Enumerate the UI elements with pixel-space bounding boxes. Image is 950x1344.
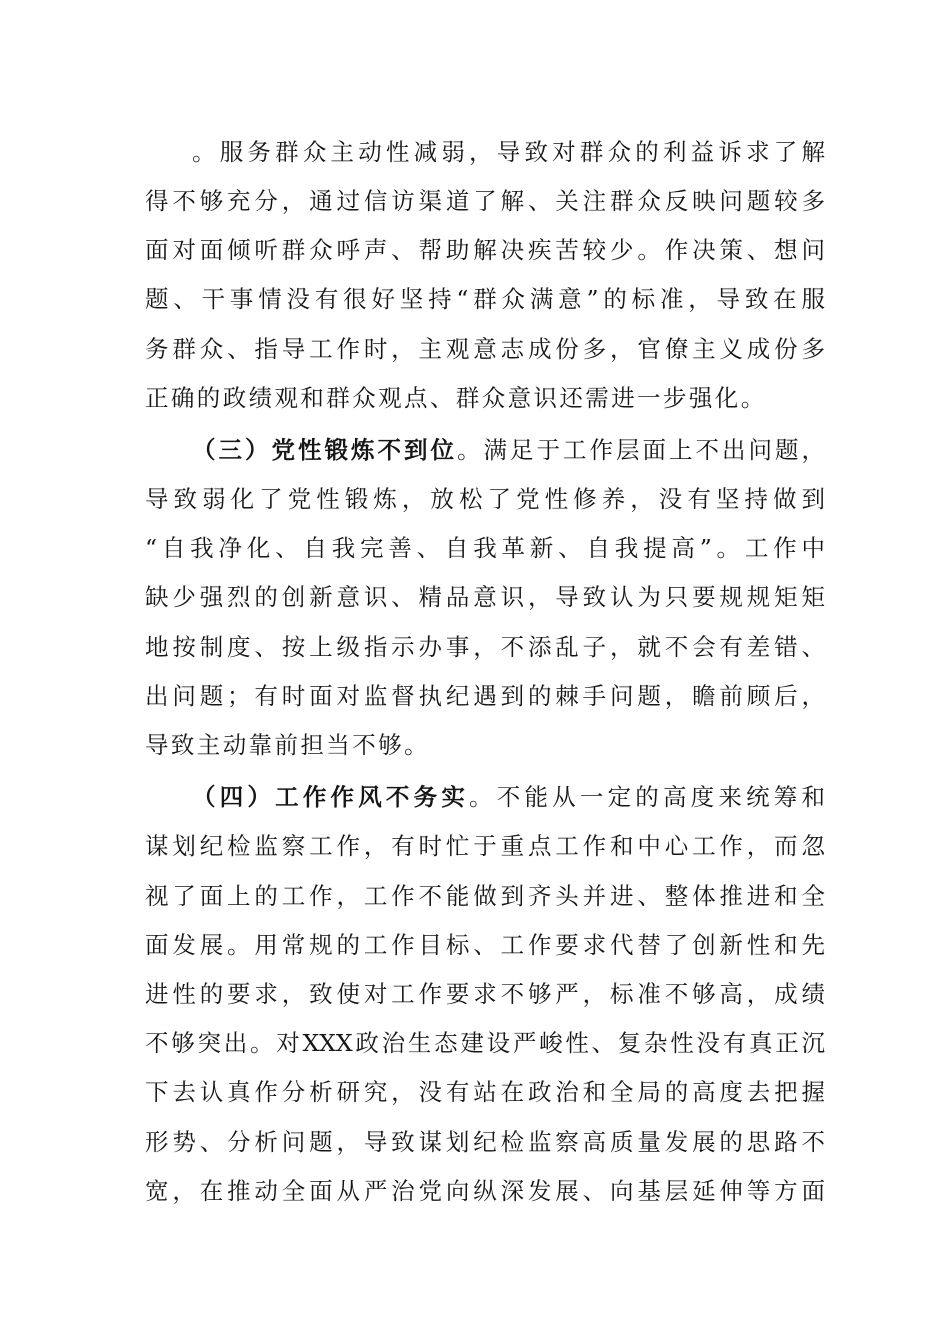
- paragraph-line: [145, 1068, 825, 1117]
- line-text: 形势、分析问题，导致谋划纪检监察高质量发展的思路不: [145, 1128, 825, 1156]
- line-text: 地按制度、按上级指示办事，不添乱子，就不会有差错、: [145, 633, 825, 661]
- line-text: 出问题；有时面对监督执纪遇到的棘手问题，瞻前顾后，: [145, 682, 825, 710]
- paragraph-line: [145, 275, 825, 324]
- paragraph-line: [145, 226, 825, 275]
- line-text: 面发展。用常规的工作目标、工作要求代替了创新性和先: [145, 931, 825, 959]
- line-text: 导致主动靠前担当不够。: [145, 731, 430, 759]
- line-text: “自我净化、自我完善、自我革新、自我提高”。工作中: [145, 534, 825, 562]
- section-heading-line: [192, 773, 825, 822]
- line-text: 得不够充分，通过信访渠道了解、关注群众反映问题较多: [145, 187, 825, 215]
- paragraph-line: [145, 1118, 825, 1167]
- line-text: 缺少强烈的创新意识、精品意识，导致认为只要规规矩矩: [145, 583, 825, 611]
- line-text: 宽，在推动全面从严治党向纵深发展、向基层延伸等方面: [145, 1177, 825, 1205]
- line-text: 务群众、指导工作时，主观意志成份多，官僚主义成份多: [145, 335, 825, 363]
- paragraph-line: [145, 970, 825, 1019]
- paragraph-line: [145, 721, 825, 770]
- line-text: 。服务群众主动性减弱，导致对群众的利益诉求了解: [192, 138, 825, 166]
- paragraph-line: [145, 475, 825, 524]
- paragraph-line: [145, 325, 825, 374]
- section-heading-line: [192, 426, 825, 475]
- paragraph-line: [145, 872, 825, 921]
- line-text: 不够突出。对XXX政治生态建设严峻性、复杂性没有真正沉: [145, 1029, 825, 1057]
- paragraph-line: [145, 1167, 825, 1216]
- paragraph-line: [145, 822, 825, 871]
- paragraph-line: [145, 672, 825, 721]
- paragraph-line: [145, 623, 825, 672]
- paragraph-line: [145, 1019, 825, 1068]
- paragraph-line: [145, 177, 825, 226]
- line-text: 导致弱化了党性锻炼，放松了党性修养，没有坚持做到: [145, 485, 825, 513]
- paragraph-line: [192, 128, 825, 177]
- line-text: 题、干事情没有很好坚持“群众满意”的标准，导致在服: [145, 285, 825, 313]
- line-text: 。不能从一定的高度来统筹和: [469, 783, 826, 811]
- line-text: 。满足于工作层面上不出问题，: [457, 436, 825, 464]
- line-text: 面对面倾听群众呼声、帮助解决疾苦较少。作决策、想问: [145, 236, 825, 264]
- line-text: 进性的要求，致使对工作要求不够严，标准不够高，成绩: [145, 980, 825, 1008]
- line-text: 下去认真作分析研究，没有站在政治和全局的高度去把握: [145, 1078, 825, 1106]
- paragraph-line: [145, 921, 825, 970]
- paragraph-line: [145, 573, 825, 622]
- line-text: 谋划纪检监察工作，有时忙于重点工作和中心工作，而忽: [145, 832, 825, 860]
- section-heading: （四）工作作风不务实: [192, 783, 470, 811]
- line-text: 正确的政绩观和群众观点、群众意识还需进一步强化。: [145, 384, 767, 412]
- section-heading: （三）党性锻炼不到位: [192, 436, 457, 464]
- paragraph-line: [145, 524, 825, 573]
- line-text: 视了面上的工作，工作不能做到齐头并进、整体推进和全: [145, 882, 825, 910]
- paragraph-line: [145, 374, 825, 423]
